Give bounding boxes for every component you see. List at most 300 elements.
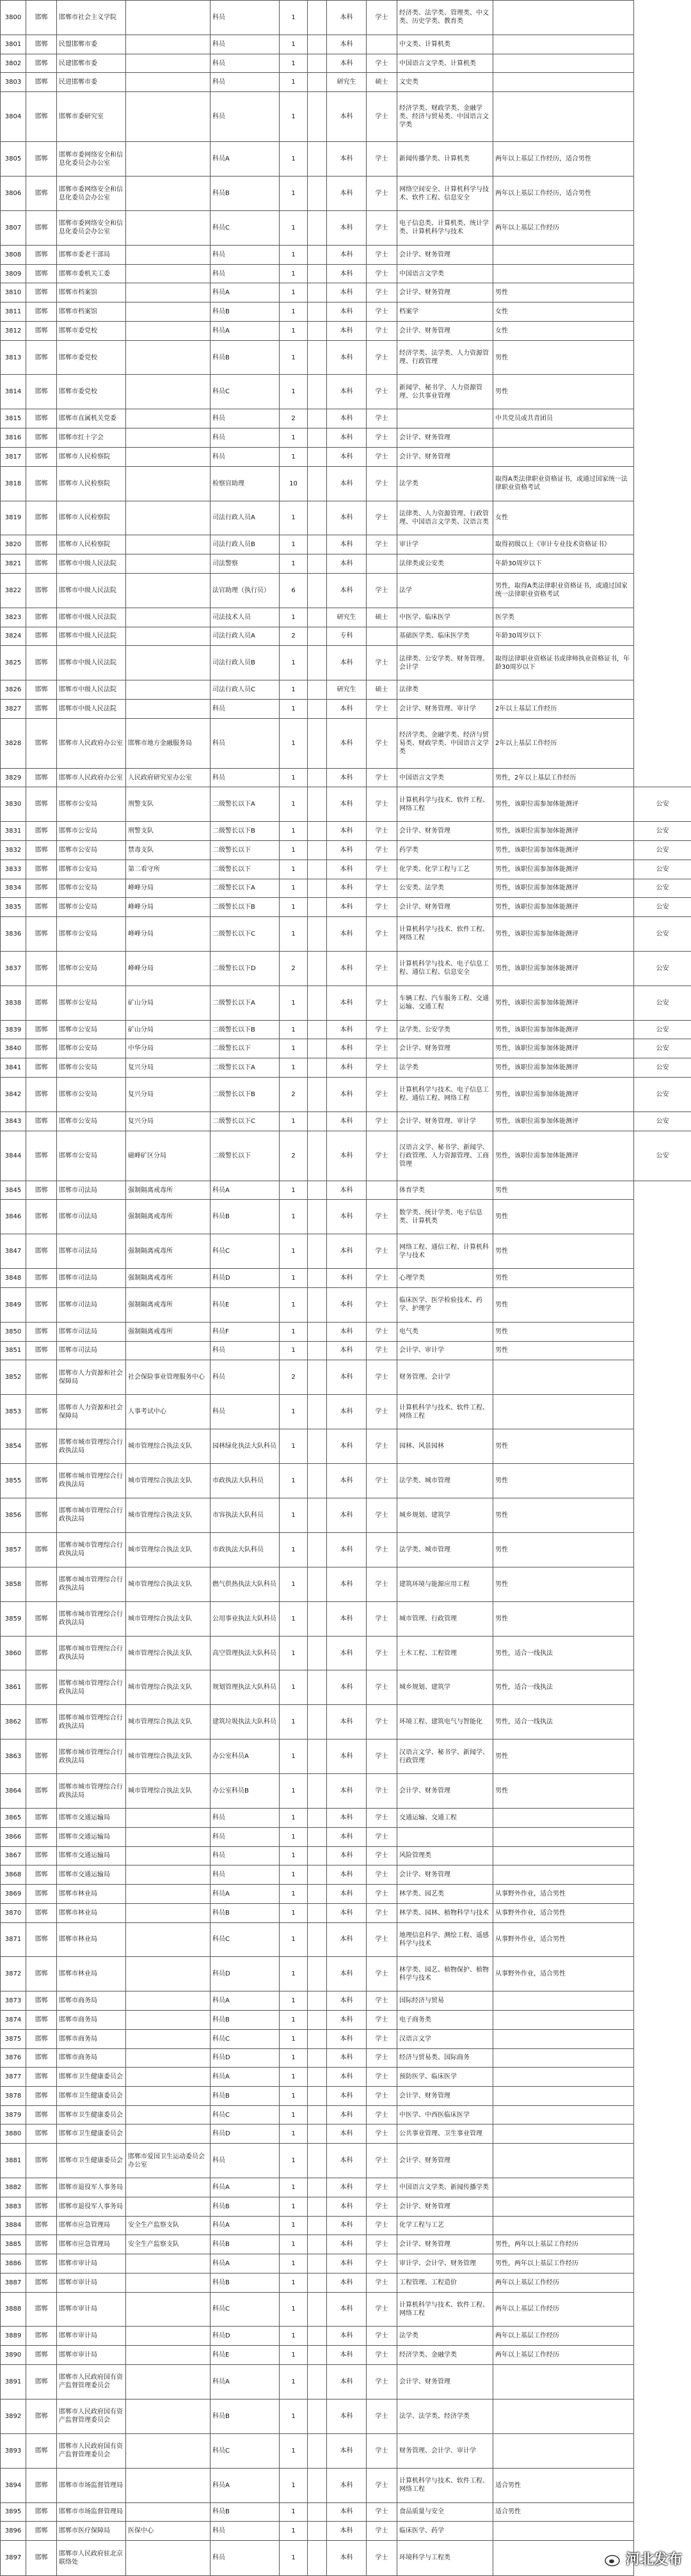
table-row — [1, 466, 691, 501]
cell-city: 邯郸 — [26, 917, 57, 952]
cell-education: 本科 — [327, 699, 367, 718]
cell-requirements — [493, 2086, 634, 2105]
cell-headcount: 1 — [280, 2522, 308, 2541]
cell-headcount: 1 — [280, 768, 308, 787]
cell-extra — [308, 860, 327, 879]
cell-degree: 学士 — [367, 2292, 397, 2327]
cell-sub-unit: 第二看守所 — [126, 860, 210, 879]
cell-degree: 学士 — [367, 898, 397, 917]
cell-extra — [308, 264, 327, 283]
cell-extra — [308, 1181, 327, 1200]
cell-city: 邯郸 — [26, 1809, 57, 1828]
cell-city: 邯郸 — [26, 2327, 57, 2346]
cell-extra — [308, 1269, 327, 1288]
cell-requirements: 男性 — [493, 1532, 634, 1567]
cell-major: 车辆工程、汽车服务工程、交通运输、交通工程 — [397, 986, 493, 1020]
cell-department: 邯郸市人民政府办公室 — [57, 718, 126, 768]
cell-position: 科员C — [210, 2292, 280, 2327]
cell-department: 邯郸市城市管理综合行政执法局 — [57, 1705, 126, 1740]
cell-major: 地理信息科学、测绘工程、遥感科学与技术 — [397, 1922, 493, 1957]
cell-degree: 学士 — [367, 1601, 397, 1636]
cell-sub-unit: 刑警支队 — [126, 787, 210, 822]
table-row — [1, 879, 691, 898]
cell-major: 工程管理、工程造价 — [397, 2273, 493, 2292]
table-row — [1, 1903, 691, 1922]
cell-department: 邯郸市林业局 — [57, 1903, 126, 1922]
cell-department: 邯郸市审计局 — [57, 2346, 126, 2365]
cell-extra — [308, 1058, 327, 1078]
cell-requirements: 男性，适合一线执法 — [493, 1670, 634, 1705]
cell-degree: 学士 — [367, 211, 397, 246]
cell-headcount: 1 — [280, 2011, 308, 2030]
cell-major: 中医学、临床医学 — [397, 608, 493, 627]
cell-department: 邯郸市人民检察院 — [57, 447, 126, 466]
cell-degree: 学士 — [367, 1809, 397, 1828]
cell-education: 本科 — [327, 1740, 367, 1774]
cell-sub-unit — [126, 283, 210, 302]
cell-extra — [308, 1039, 327, 1058]
cell-headcount: 1 — [280, 2273, 308, 2292]
cell-degree — [367, 627, 397, 646]
cell-headcount: 1 — [280, 1322, 308, 1341]
cell-position: 科员A — [210, 1181, 280, 1200]
cell-row-id: 3882 — [1, 2178, 26, 2197]
cell-sub-unit: 矿山分局 — [126, 986, 210, 1020]
cell-requirements — [493, 2029, 634, 2048]
cell-position: 二级警长以下B — [210, 1020, 280, 1039]
table-row — [1, 573, 691, 608]
cell-requirements: 男性，该职位需参加体能测评 — [493, 1058, 634, 1078]
cell-extra — [308, 2235, 327, 2254]
cell-requirements — [493, 73, 634, 92]
table-row — [1, 211, 691, 246]
cell-row-id: 3848 — [1, 1269, 26, 1288]
cell-city: 邯郸 — [26, 321, 57, 340]
cell-degree: 学士 — [367, 447, 397, 466]
cell-education: 本科 — [327, 1429, 367, 1464]
cell-sub-unit — [126, 2273, 210, 2292]
cell-department: 邯郸市商务局 — [57, 1991, 126, 2011]
cell-remark: 公安 — [634, 1058, 691, 1078]
cell-degree: 学士 — [367, 1234, 397, 1269]
cell-education: 本科 — [327, 917, 367, 952]
cell-department: 邯郸市人民政府国有资产监督管理委员会 — [57, 2399, 126, 2433]
cell-headcount: 1 — [280, 535, 308, 554]
cell-row-id: 3842 — [1, 1077, 26, 1111]
cell-degree: 学士 — [367, 375, 397, 409]
cell-department: 邯郸市卫生健康委员会 — [57, 2144, 126, 2178]
cell-major: 法学类、城市管理 — [397, 1464, 493, 1498]
cell-position: 科员 — [210, 409, 280, 428]
cell-major: 计算机科学与技术、软件工程、网络工程 — [397, 1395, 493, 1429]
cell-department: 邯郸市应急管理局 — [57, 2216, 126, 2235]
cell-remark: 公安 — [634, 787, 691, 822]
cell-row-id: 3856 — [1, 1498, 26, 1532]
cell-headcount: 1 — [280, 92, 308, 142]
cell-row-id: 3867 — [1, 1846, 26, 1865]
cell-position: 科员F — [210, 1322, 280, 1341]
table-row — [1, 787, 691, 822]
table-row — [1, 2235, 691, 2254]
cell-position: 建筑垃圾执法大队科员 — [210, 1705, 280, 1740]
cell-degree: 学士 — [367, 1922, 397, 1957]
cell-headcount: 1 — [280, 2292, 308, 2327]
cell-headcount: 1 — [280, 1846, 308, 1865]
cell-education: 本科 — [327, 1287, 367, 1322]
cell-requirements: 男性 — [493, 1601, 634, 1636]
cell-education: 本科 — [327, 2068, 367, 2087]
cell-degree: 学士 — [367, 1903, 397, 1922]
cell-department: 邯郸市交通运输局 — [57, 1827, 126, 1846]
cell-requirements — [493, 54, 634, 73]
cell-extra — [308, 2327, 327, 2346]
cell-extra — [308, 375, 327, 409]
cell-row-id: 3866 — [1, 1827, 26, 1846]
cell-position: 科员A — [210, 2364, 280, 2399]
cell-sub-unit — [126, 54, 210, 73]
cell-position: 科员A — [210, 142, 280, 177]
cell-degree: 学士 — [367, 2068, 397, 2087]
cell-degree: 学士 — [367, 951, 397, 986]
cell-degree: 学士 — [367, 2029, 397, 2048]
cell-row-id: 3870 — [1, 1903, 26, 1922]
cell-extra — [308, 1077, 327, 1111]
cell-position: 二级警长以下A — [210, 787, 280, 822]
cell-position: 科员B — [210, 340, 280, 375]
cell-headcount: 1 — [280, 1740, 308, 1774]
table-row — [1, 1498, 691, 1532]
cell-city: 邯郸 — [26, 608, 57, 627]
cell-degree: 学士 — [367, 283, 397, 302]
table-body — [1, 1, 691, 2576]
cell-education: 本科 — [327, 1058, 367, 1078]
cell-headcount: 1 — [280, 302, 308, 322]
cell-department: 邯郸市城市管理综合行政执法局 — [57, 1567, 126, 1601]
cell-headcount: 1 — [280, 2364, 308, 2399]
cell-education: 本科 — [327, 1020, 367, 1039]
cell-headcount: 1 — [280, 2399, 308, 2433]
cell-headcount: 1 — [280, 2029, 308, 2048]
cell-major: 中国语言文学类、新闻传播学类 — [397, 2178, 493, 2197]
cell-requirements — [493, 2522, 634, 2541]
table-row — [1, 1865, 691, 1885]
cell-major: 网络工程、通信工程、计算机科学与技术 — [397, 1234, 493, 1269]
cell-education: 本科 — [327, 1601, 367, 1636]
cell-position: 科员 — [210, 92, 280, 142]
cell-extra — [308, 680, 327, 700]
cell-sub-unit: 峰峰分局 — [126, 951, 210, 986]
cell-sub-unit — [126, 680, 210, 700]
cell-headcount: 1 — [280, 1670, 308, 1705]
cell-department: 邯郸市社会主义学院 — [57, 1, 126, 35]
cell-row-id: 3872 — [1, 1957, 26, 1991]
cell-extra — [308, 1360, 327, 1395]
cell-row-id: 3827 — [1, 699, 26, 718]
cell-position: 科员D — [210, 1269, 280, 1288]
cell-headcount: 1 — [280, 321, 308, 340]
cell-row-id: 3800 — [1, 1, 26, 35]
cell-education: 本科 — [327, 2327, 367, 2346]
cell-department: 邯郸市公安局 — [57, 787, 126, 822]
table-row — [1, 2346, 691, 2365]
cell-requirements: 女性 — [493, 501, 634, 535]
cell-degree — [367, 35, 397, 54]
cell-city: 邯郸 — [26, 841, 57, 860]
cell-major: 财务管理、会计学、审计学 — [397, 2433, 493, 2468]
table-row — [1, 2364, 691, 2399]
table-row — [1, 2522, 691, 2541]
cell-sub-unit: 邯郸市地方金融服务局 — [126, 718, 210, 768]
cell-sub-unit: 人民政府研究室办公室 — [126, 768, 210, 787]
cell-requirements: 两年以上基层工作经历 — [493, 2327, 634, 2346]
cell-major: 法律类、公安学类、财务管理、会计学 — [397, 646, 493, 680]
cell-city: 邯郸 — [26, 1740, 57, 1774]
cell-city: 邯郸 — [26, 264, 57, 283]
cell-city: 邯郸 — [26, 73, 57, 92]
cell-education: 本科 — [327, 1636, 367, 1670]
cell-row-id: 3883 — [1, 2197, 26, 2216]
cell-headcount: 1 — [280, 2502, 308, 2522]
cell-remark: 公安 — [634, 1039, 691, 1058]
cell-headcount: 1 — [280, 1111, 308, 1131]
cell-sub-unit — [126, 375, 210, 409]
cell-sub-unit — [126, 1, 210, 35]
cell-requirements: 男性 — [493, 1567, 634, 1601]
cell-degree: 学士 — [367, 1200, 397, 1234]
cell-city: 邯郸 — [26, 1991, 57, 2011]
cell-row-id: 3854 — [1, 1429, 26, 1464]
cell-education: 本科 — [327, 1464, 367, 1498]
cell-city: 邯郸 — [26, 627, 57, 646]
table-row — [1, 264, 691, 283]
cell-department: 邯郸市委机关工委 — [57, 264, 126, 283]
cell-headcount: 1 — [280, 2540, 308, 2575]
cell-city: 邯郸 — [26, 1131, 57, 1181]
cell-department: 邯郸市直属机关党委 — [57, 409, 126, 428]
cell-headcount: 1 — [280, 2124, 308, 2144]
table-row — [1, 2144, 691, 2178]
cell-education: 本科 — [327, 1269, 367, 1288]
cell-education: 本科 — [327, 466, 367, 501]
table-row — [1, 1885, 691, 1904]
table-row — [1, 1429, 691, 1464]
cell-requirements: 男性 — [493, 1234, 634, 1269]
cell-department: 邯郸市委网络安全和信息化委员会办公室 — [57, 142, 126, 177]
cell-remark: 公安 — [634, 917, 691, 952]
cell-position: 科员B — [210, 2399, 280, 2433]
cell-row-id: 3821 — [1, 554, 26, 574]
cell-requirements: 男性 — [493, 375, 634, 409]
cell-major: 基础医学类、临床医学类 — [397, 627, 493, 646]
cell-sub-unit: 峰峰分局 — [126, 917, 210, 952]
cell-row-id: 3869 — [1, 1885, 26, 1904]
cell-city: 邯郸 — [26, 1181, 57, 1200]
cell-department: 邯郸市商务局 — [57, 2029, 126, 2048]
cell-extra — [308, 501, 327, 535]
table-row — [1, 1740, 691, 1774]
cell-row-id: 3838 — [1, 986, 26, 1020]
cell-education: 本科 — [327, 2011, 367, 2030]
cell-city: 邯郸 — [26, 375, 57, 409]
table-row — [1, 2540, 691, 2575]
cell-position: 科员D — [210, 2124, 280, 2144]
cell-position: 检察官助理 — [210, 466, 280, 501]
cell-education: 本科 — [327, 1670, 367, 1705]
cell-requirements: 男性 — [493, 1464, 634, 1498]
cell-extra — [308, 1991, 327, 2011]
cell-row-id: 3865 — [1, 1809, 26, 1828]
table-row — [1, 54, 691, 73]
cell-position: 市容执法大队科员 — [210, 1498, 280, 1532]
cell-major: 经济类、法学类、管理类、中文类、历史学类、教育类 — [397, 1, 493, 35]
cell-degree: 学士 — [367, 1429, 397, 1464]
cell-extra — [308, 466, 327, 501]
cell-education: 本科 — [327, 2433, 367, 2468]
cell-sub-unit — [126, 2346, 210, 2365]
cell-extra — [308, 986, 327, 1020]
cell-headcount: 1 — [280, 1058, 308, 1078]
cell-sub-unit: 社会保险事业管理服务中心 — [126, 1360, 210, 1395]
cell-education: 本科 — [327, 1322, 367, 1341]
cell-major: 林学类、园艺类 — [397, 1885, 493, 1904]
cell-education: 本科 — [327, 573, 367, 608]
cell-degree: 学士 — [367, 1740, 397, 1774]
cell-requirements: 年龄30周岁以下 — [493, 554, 634, 574]
cell-department: 邯郸市中级人民法院 — [57, 554, 126, 574]
cell-row-id: 3814 — [1, 375, 26, 409]
cell-major: 环境工程、建筑电气与智能化 — [397, 1705, 493, 1740]
cell-row-id: 3813 — [1, 340, 26, 375]
cell-city: 邯郸 — [26, 1567, 57, 1601]
cell-row-id: 3835 — [1, 898, 26, 917]
table-row — [1, 177, 691, 211]
cell-major: 公安类、法学类 — [397, 879, 493, 898]
cell-requirements: 男性 — [493, 1200, 634, 1234]
cell-sub-unit — [126, 554, 210, 574]
table-row — [1, 2292, 691, 2327]
cell-extra — [308, 2522, 327, 2541]
cell-row-id: 3891 — [1, 2364, 26, 2399]
cell-row-id: 3860 — [1, 1636, 26, 1670]
cell-department: 邯郸市司法局 — [57, 1269, 126, 1288]
cell-degree: 学士 — [367, 1498, 397, 1532]
table-row — [1, 2086, 691, 2105]
cell-sub-unit — [126, 2011, 210, 2030]
cell-major: 会计学、财务管理 — [397, 447, 493, 466]
table-row — [1, 1234, 691, 1269]
cell-major: 土木工程、工程管理 — [397, 1636, 493, 1670]
cell-department: 邯郸市档案馆 — [57, 283, 126, 302]
cell-requirements: 男性，适合一线执法 — [493, 1705, 634, 1740]
cell-major: 会计学、财务管理 — [397, 245, 493, 264]
cell-position: 科员 — [210, 264, 280, 283]
table-row — [1, 1111, 691, 1131]
cell-headcount: 1 — [280, 211, 308, 246]
cell-sub-unit: 复兴分局 — [126, 1077, 210, 1111]
cell-extra — [308, 428, 327, 448]
cell-position: 科员A — [210, 1885, 280, 1904]
cell-city: 邯郸 — [26, 1058, 57, 1078]
cell-education: 本科 — [327, 768, 367, 787]
cell-requirements — [493, 35, 634, 54]
cell-city: 邯郸 — [26, 646, 57, 680]
cell-headcount: 2 — [280, 951, 308, 986]
cell-sub-unit: 城市管理综合执法支队 — [126, 1774, 210, 1809]
cell-headcount: 1 — [280, 1039, 308, 1058]
table-row — [1, 375, 691, 409]
cell-headcount: 2 — [280, 627, 308, 646]
cell-city: 邯郸 — [26, 1532, 57, 1567]
table-row — [1, 428, 691, 448]
cell-extra — [308, 554, 327, 574]
cell-extra — [308, 879, 327, 898]
cell-education: 本科 — [327, 2346, 367, 2365]
cell-requirements: 男性，该职位需参加体能测评 — [493, 986, 634, 1020]
cell-education: 本科 — [327, 2216, 367, 2235]
cell-major: 会计学、财务管理 — [397, 321, 493, 340]
cell-row-id: 3861 — [1, 1670, 26, 1705]
cell-position: 二级警长以下 — [210, 1131, 280, 1181]
cell-position: 高空管理执法大队科员 — [210, 1636, 280, 1670]
cell-remark: 公安 — [634, 879, 691, 898]
cell-extra — [308, 917, 327, 952]
cell-major: 会计学、财务管理 — [397, 2197, 493, 2216]
cell-city: 邯郸 — [26, 428, 57, 448]
cell-city: 邯郸 — [26, 2364, 57, 2399]
cell-sub-unit — [126, 2502, 210, 2522]
cell-major: 经济与贸易类、国际商务 — [397, 2048, 493, 2068]
cell-requirements: 从事野外作业，适合男性 — [493, 1957, 634, 1991]
cell-headcount: 1 — [280, 2068, 308, 2087]
cell-requirements — [493, 2364, 634, 2399]
cell-major: 会计学、财务管理 — [397, 2144, 493, 2178]
cell-education: 本科 — [327, 2468, 367, 2502]
table-row — [1, 1200, 691, 1234]
cell-extra — [308, 1636, 327, 1670]
cell-major: 汉语言文学 — [397, 2029, 493, 2048]
cell-department: 邯郸市卫生健康委员会 — [57, 2105, 126, 2124]
cell-requirements: 男性，两年以上基层工作经历 — [493, 2254, 634, 2274]
cell-major: 预防医学、临床医学 — [397, 2068, 493, 2087]
cell-department: 邯郸市司法局 — [57, 1200, 126, 1234]
cell-sub-unit — [126, 2029, 210, 2048]
cell-major: 会计学、财务管理、审计学 — [397, 1111, 493, 1131]
cell-degree: 学士 — [367, 2178, 397, 2197]
cell-department: 邯郸市中级人民法院 — [57, 573, 126, 608]
cell-position: 二级警长以下B — [210, 1077, 280, 1111]
cell-requirements — [493, 2399, 634, 2433]
cell-sub-unit: 城市管理综合执法支队 — [126, 1670, 210, 1705]
cell-department: 邯郸市审计局 — [57, 2327, 126, 2346]
table-row — [1, 535, 691, 554]
cell-degree: 学士 — [367, 986, 397, 1020]
cell-requirements — [493, 2433, 634, 2468]
cell-headcount: 2 — [280, 1360, 308, 1395]
cell-education: 研究生 — [327, 73, 367, 92]
cell-sub-unit — [126, 211, 210, 246]
cell-city: 邯郸 — [26, 447, 57, 466]
cell-headcount: 1 — [280, 1922, 308, 1957]
cell-headcount: 1 — [280, 860, 308, 879]
cell-extra — [308, 646, 327, 680]
cell-department: 邯郸市人民检察院 — [57, 501, 126, 535]
cell-major — [397, 1827, 493, 1846]
cell-department: 邯郸市公安局 — [57, 1111, 126, 1131]
cell-education: 本科 — [327, 2235, 367, 2254]
cell-major: 会计学、财务管理 — [397, 898, 493, 917]
table-row — [1, 1809, 691, 1828]
cell-degree: 学士 — [367, 2433, 397, 2468]
